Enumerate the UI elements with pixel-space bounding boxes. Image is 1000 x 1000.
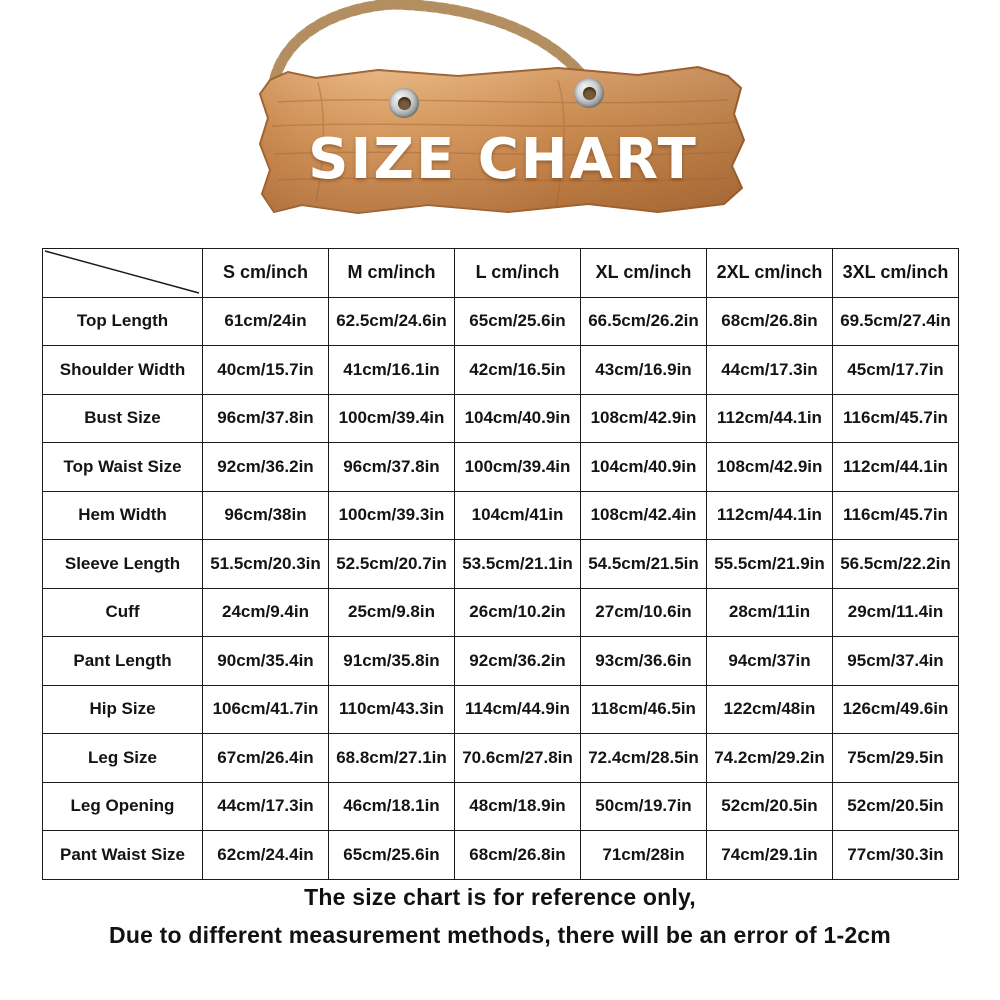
table-row — [43, 540, 959, 589]
cell-leg-opening-s: 44cm/17.3in — [203, 782, 329, 831]
cell-leg-size-3xl: 75cm/29.5in — [833, 734, 959, 783]
column-header-3xl: 3XL cm/inch — [833, 249, 959, 298]
cell-shoulder-width-3xl: 45cm/17.7in — [833, 346, 959, 395]
cell-pant-waist-size-2xl: 74cm/29.1in — [707, 831, 833, 880]
cell-top-waist-size-xl: 104cm/40.9in — [581, 443, 707, 492]
cell-sleeve-length-2xl: 55.5cm/21.9in — [707, 540, 833, 589]
wood-plank-shape — [258, 62, 748, 217]
cell-cuff-3xl: 29cm/11.4in — [833, 588, 959, 637]
table-row — [43, 782, 959, 831]
cell-sleeve-length-s: 51.5cm/20.3in — [203, 540, 329, 589]
row-label-pant-length: Pant Length — [43, 637, 203, 686]
cell-pant-length-xl: 93cm/36.6in — [581, 637, 707, 686]
row-label-hem-width: Hem Width — [43, 491, 203, 540]
cell-shoulder-width-l: 42cm/16.5in — [455, 346, 581, 395]
cell-pant-length-l: 92cm/36.2in — [455, 637, 581, 686]
cell-hip-size-l: 114cm/44.9in — [455, 685, 581, 734]
cell-hem-width-3xl: 116cm/45.7in — [833, 491, 959, 540]
cell-leg-size-m: 68.8cm/27.1in — [329, 734, 455, 783]
table-row — [43, 346, 959, 395]
diagonal-divider-icon — [43, 249, 201, 295]
cell-hip-size-s: 106cm/41.7in — [203, 685, 329, 734]
cell-leg-opening-xl: 50cm/19.7in — [581, 782, 707, 831]
size-chart-table — [42, 248, 959, 880]
cell-pant-waist-size-s: 62cm/24.4in — [203, 831, 329, 880]
cell-sleeve-length-3xl: 56.5cm/22.2in — [833, 540, 959, 589]
cell-shoulder-width-m: 41cm/16.1in — [329, 346, 455, 395]
grommet-left-icon — [389, 88, 419, 118]
row-label-sleeve-length: Sleeve Length — [43, 540, 203, 589]
cell-top-waist-size-2xl: 108cm/42.9in — [707, 443, 833, 492]
cell-top-length-2xl: 68cm/26.8in — [707, 297, 833, 346]
table-row — [43, 491, 959, 540]
cell-bust-size-2xl: 112cm/44.1in — [707, 394, 833, 443]
cell-leg-size-s: 67cm/26.4in — [203, 734, 329, 783]
table-row — [43, 394, 959, 443]
cell-pant-length-2xl: 94cm/37in — [707, 637, 833, 686]
cell-pant-waist-size-l: 68cm/26.8in — [455, 831, 581, 880]
table-row — [43, 734, 959, 783]
page-title: SIZE CHART — [308, 127, 698, 192]
cell-hem-width-xl: 108cm/42.4in — [581, 491, 707, 540]
cell-hem-width-2xl: 112cm/44.1in — [707, 491, 833, 540]
cell-bust-size-m: 100cm/39.4in — [329, 394, 455, 443]
cell-pant-length-3xl: 95cm/37.4in — [833, 637, 959, 686]
cell-bust-size-3xl: 116cm/45.7in — [833, 394, 959, 443]
row-label-bust-size: Bust Size — [43, 394, 203, 443]
row-label-cuff: Cuff — [43, 588, 203, 637]
cell-top-length-s: 61cm/24in — [203, 297, 329, 346]
table-row — [43, 831, 959, 880]
row-label-pant-waist-size: Pant Waist Size — [43, 831, 203, 880]
cell-sleeve-length-l: 53.5cm/21.1in — [455, 540, 581, 589]
cell-pant-waist-size-m: 65cm/25.6in — [329, 831, 455, 880]
row-label-shoulder-width: Shoulder Width — [43, 346, 203, 395]
disclaimer-notes — [0, 878, 1000, 954]
cell-top-length-m: 62.5cm/24.6in — [329, 297, 455, 346]
cell-bust-size-l: 104cm/40.9in — [455, 394, 581, 443]
cell-leg-opening-m: 46cm/18.1in — [329, 782, 455, 831]
cell-cuff-xl: 27cm/10.6in — [581, 588, 707, 637]
cell-cuff-m: 25cm/9.8in — [329, 588, 455, 637]
cell-hip-size-m: 110cm/43.3in — [329, 685, 455, 734]
cell-top-length-xl: 66.5cm/26.2in — [581, 297, 707, 346]
row-label-leg-opening: Leg Opening — [43, 782, 203, 831]
cell-pant-waist-size-xl: 71cm/28in — [581, 831, 707, 880]
table-corner-cell — [43, 249, 203, 298]
column-header-l: L cm/inch — [455, 249, 581, 298]
size-chart-banner — [0, 0, 1000, 232]
row-label-top-length: Top Length — [43, 297, 203, 346]
table-row — [43, 297, 959, 346]
cell-pant-waist-size-3xl: 77cm/30.3in — [833, 831, 959, 880]
column-header-xl: XL cm/inch — [581, 249, 707, 298]
row-label-leg-size: Leg Size — [43, 734, 203, 783]
cell-leg-opening-2xl: 52cm/20.5in — [707, 782, 833, 831]
cell-top-waist-size-s: 92cm/36.2in — [203, 443, 329, 492]
disclaimer-line-2: Due to different measurement methods, there will be an error of 1-2cm — [109, 922, 891, 948]
cell-hip-size-xl: 118cm/46.5in — [581, 685, 707, 734]
cell-shoulder-width-xl: 43cm/16.9in — [581, 346, 707, 395]
cell-shoulder-width-2xl: 44cm/17.3in — [707, 346, 833, 395]
row-label-hip-size: Hip Size — [43, 685, 203, 734]
cell-hem-width-s: 96cm/38in — [203, 491, 329, 540]
cell-leg-size-2xl: 74.2cm/29.2in — [707, 734, 833, 783]
table-row — [43, 588, 959, 637]
row-label-top-waist-size: Top Waist Size — [43, 443, 203, 492]
cell-leg-opening-3xl: 52cm/20.5in — [833, 782, 959, 831]
cell-bust-size-xl: 108cm/42.9in — [581, 394, 707, 443]
cell-cuff-l: 26cm/10.2in — [455, 588, 581, 637]
cell-bust-size-s: 96cm/37.8in — [203, 394, 329, 443]
cell-hip-size-3xl: 126cm/49.6in — [833, 685, 959, 734]
cell-top-waist-size-3xl: 112cm/44.1in — [833, 443, 959, 492]
cell-hem-width-m: 100cm/39.3in — [329, 491, 455, 540]
cell-cuff-s: 24cm/9.4in — [203, 588, 329, 637]
cell-leg-size-xl: 72.4cm/28.5in — [581, 734, 707, 783]
cell-top-waist-size-l: 100cm/39.4in — [455, 443, 581, 492]
cell-leg-opening-l: 48cm/18.9in — [455, 782, 581, 831]
wooden-sign-board — [258, 62, 748, 217]
column-header-m: M cm/inch — [329, 249, 455, 298]
cell-pant-length-s: 90cm/35.4in — [203, 637, 329, 686]
cell-hem-width-l: 104cm/41in — [455, 491, 581, 540]
cell-hip-size-2xl: 122cm/48in — [707, 685, 833, 734]
cell-pant-length-m: 91cm/35.8in — [329, 637, 455, 686]
size-chart-table-wrapper — [42, 248, 958, 880]
cell-top-length-3xl: 69.5cm/27.4in — [833, 297, 959, 346]
table-header-row — [43, 249, 959, 298]
column-header-s: S cm/inch — [203, 249, 329, 298]
grommet-right-icon — [574, 78, 604, 108]
cell-top-length-l: 65cm/25.6in — [455, 297, 581, 346]
column-header-2xl: 2XL cm/inch — [707, 249, 833, 298]
cell-shoulder-width-s: 40cm/15.7in — [203, 346, 329, 395]
table-row — [43, 443, 959, 492]
cell-sleeve-length-xl: 54.5cm/21.5in — [581, 540, 707, 589]
cell-top-waist-size-m: 96cm/37.8in — [329, 443, 455, 492]
disclaimer-line-1: The size chart is for reference only, — [304, 884, 696, 910]
cell-sleeve-length-m: 52.5cm/20.7in — [329, 540, 455, 589]
table-row — [43, 637, 959, 686]
table-row — [43, 685, 959, 734]
cell-leg-size-l: 70.6cm/27.8in — [455, 734, 581, 783]
cell-cuff-2xl: 28cm/11in — [707, 588, 833, 637]
